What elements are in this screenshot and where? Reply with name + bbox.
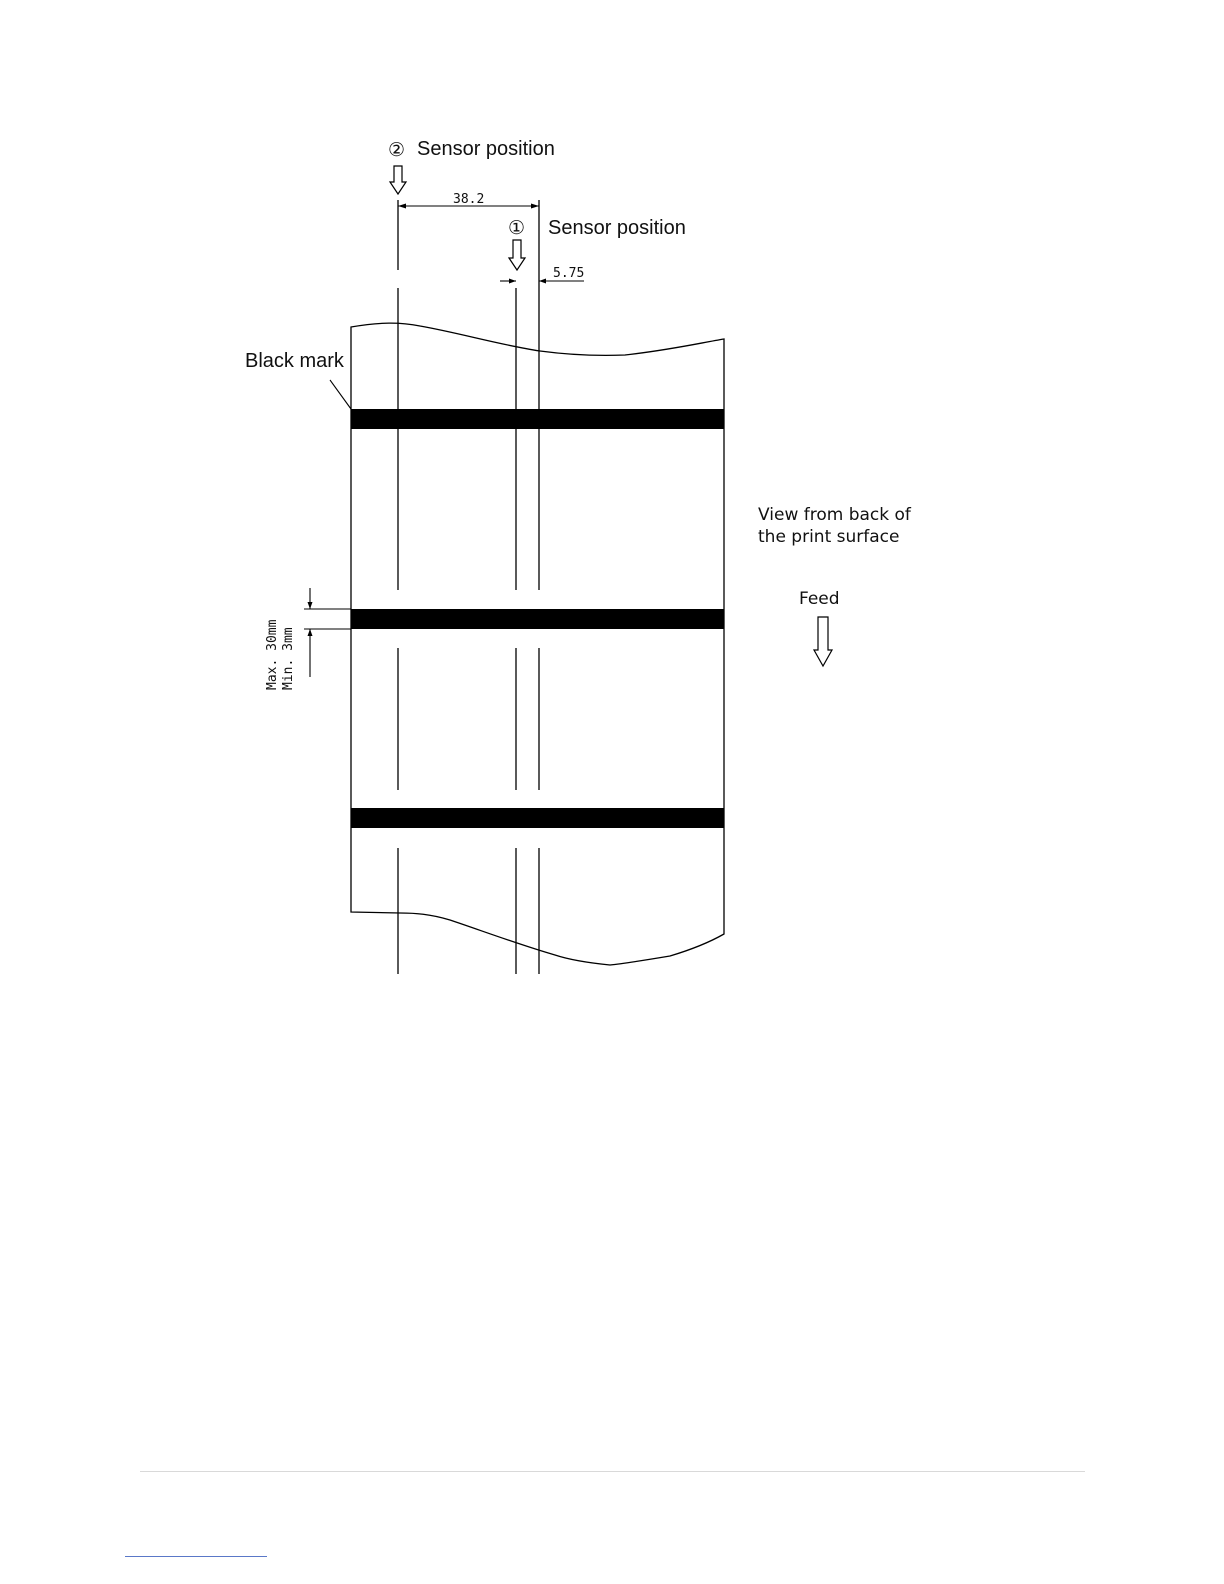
black-mark-2 [351, 609, 724, 629]
view-note-line-1: View from back of [758, 505, 911, 525]
black-mark-3 [351, 808, 724, 828]
black-mark-leader [330, 380, 351, 409]
sensor-1-marker: ① [508, 218, 526, 239]
mark-max-label: Max. 30mm [265, 619, 280, 690]
dimension-sensor-offset-label: 5.75 [553, 266, 585, 281]
black-mark-1 [351, 409, 724, 429]
feed-label: Feed [799, 589, 840, 609]
black-mark-label: Black mark [245, 350, 344, 372]
dimension-sensor-spacing-label: 38.2 [453, 192, 485, 207]
sensor-2-marker: ② [388, 140, 406, 161]
sensor-1-label: Sensor position [548, 217, 686, 239]
mark-min-label: Min. 3mm [281, 627, 296, 690]
sensor-1-arrow-icon [509, 240, 525, 270]
feed-arrow-icon [814, 617, 832, 666]
sensor-2-label: Sensor position [417, 138, 555, 160]
footer-divider [140, 1471, 1085, 1472]
sensor-2-arrow-icon [390, 166, 406, 194]
dimension-mark-height [304, 588, 351, 677]
footer-link-underline[interactable] [125, 1556, 267, 1557]
view-note-line-2: the print surface [758, 527, 900, 547]
